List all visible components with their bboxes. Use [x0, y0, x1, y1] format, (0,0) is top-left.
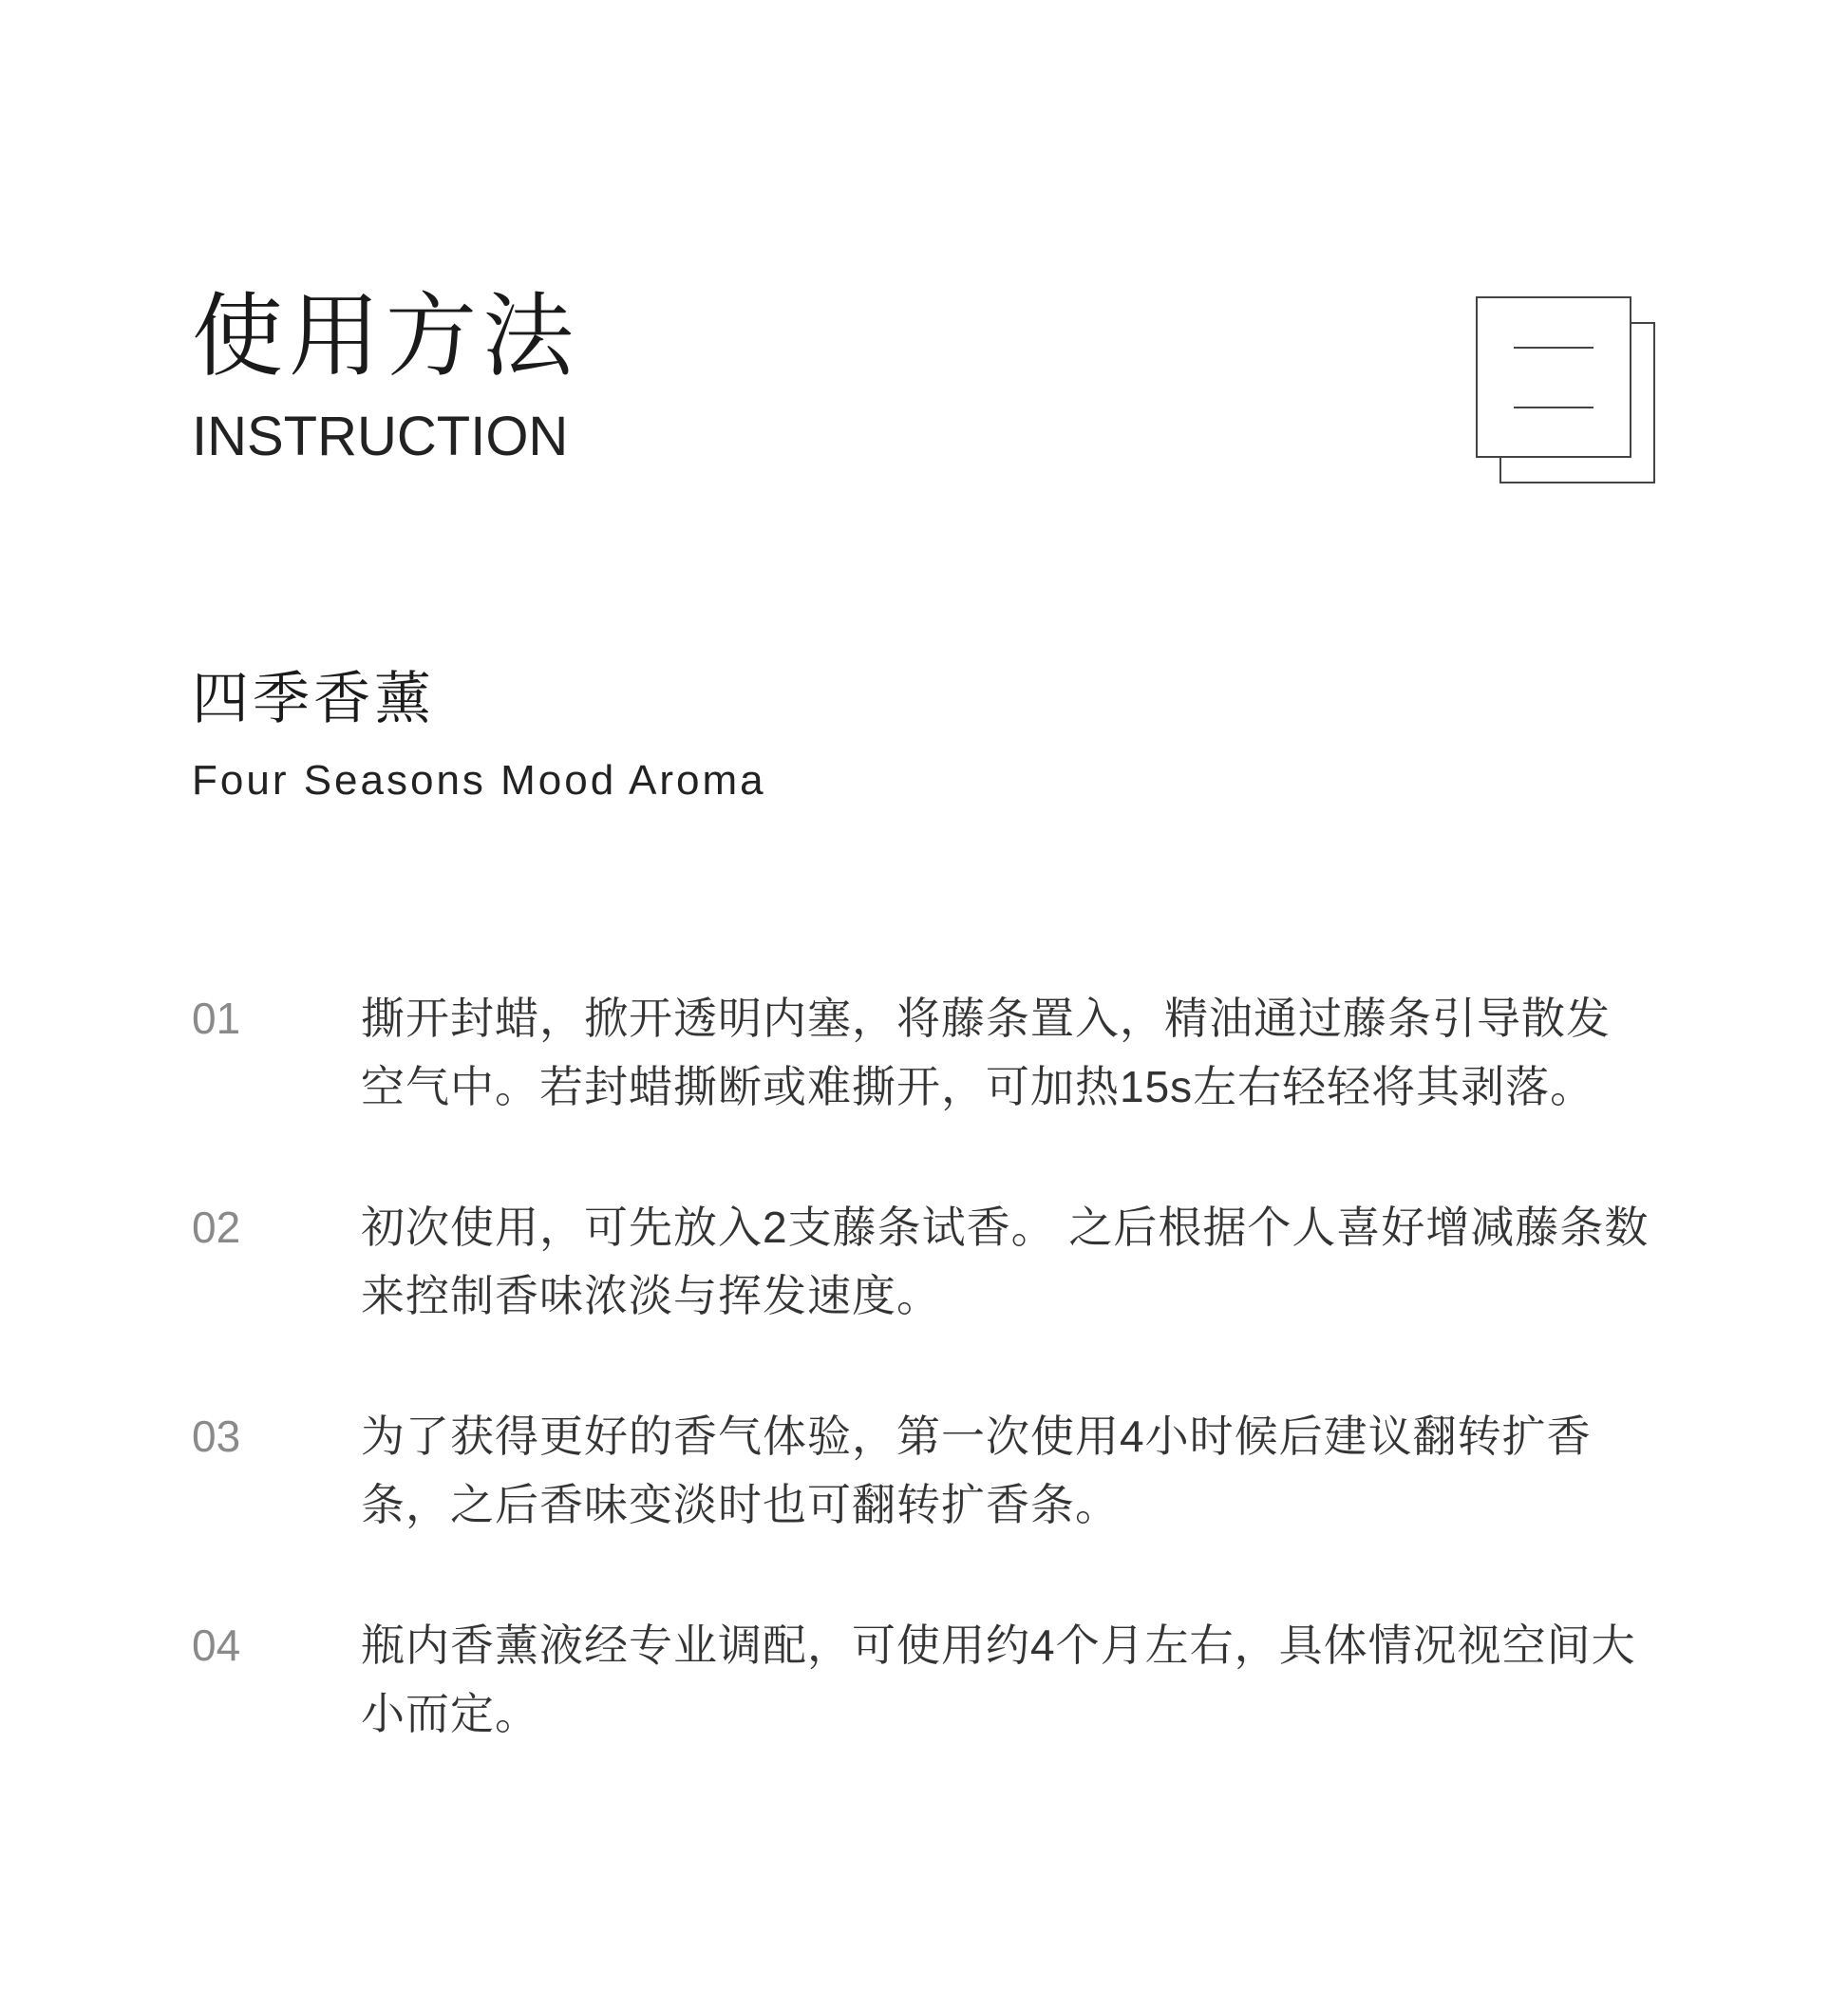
product-name-en: Four Seasons Mood Aroma — [192, 757, 766, 804]
product-name-cn: 四季香薰 — [192, 667, 435, 730]
page-header — [192, 285, 579, 469]
product-heading — [192, 665, 766, 807]
step-number: 02 — [192, 1203, 241, 1252]
page-title: 使用方法 — [192, 286, 579, 388]
step-number: 01 — [192, 994, 241, 1043]
step-item — [192, 1611, 1654, 1820]
step-item — [192, 1402, 1654, 1611]
step-number: 03 — [192, 1412, 241, 1461]
step-text: 初次使用，可先放入2支藤条试香。 之后根据个人喜好增减藤条数来控制香味浓淡与挥发速度。 — [361, 1203, 1650, 1320]
step-text: 为了获得更好的香气体验，第一次使用4小时候后建议翻转扩香条，之后香味变淡时也可翻转扩香条。 — [361, 1412, 1592, 1529]
step-item — [192, 984, 1654, 1193]
page-subtitle: INSTRUCTION — [192, 406, 569, 467]
document-icon — [1476, 296, 1656, 484]
step-text: 撕开封蜡，掀开透明内塞，将藤条置入，精油通过藤条引导散发空气中。若封蜡撕断或难撕开，可加热15s左右轻轻将其剥落。 — [361, 994, 1611, 1111]
step-number: 04 — [192, 1620, 241, 1670]
step-text: 瓶内香薰液经专业调配，可使用约4个月左右，具体情况视空间大小而定。 — [361, 1620, 1636, 1738]
step-item — [192, 1193, 1654, 1402]
steps-list — [192, 984, 1654, 1820]
